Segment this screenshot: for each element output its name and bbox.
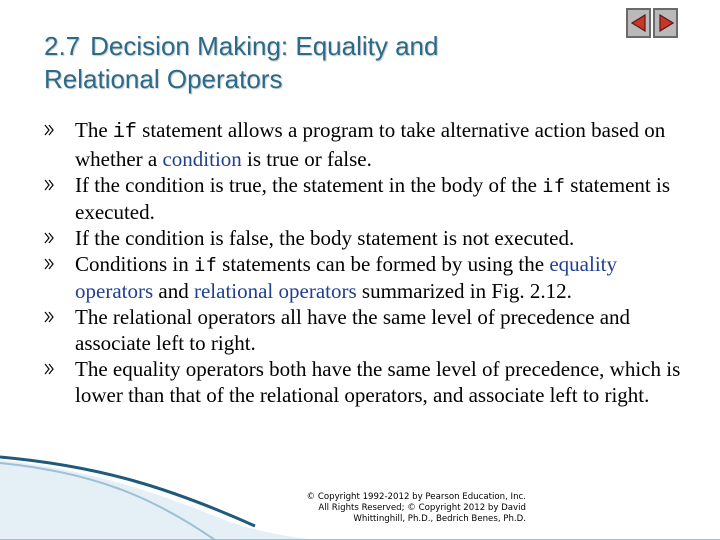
bullet-text: Conditions in	[75, 252, 195, 276]
bullet-item	[44, 172, 684, 225]
bullet-text: The relational operators all have the same level of precedence and associate left to right.	[75, 305, 631, 355]
bullet-arrow-icon	[44, 311, 54, 323]
bullet-text: and	[153, 279, 194, 303]
key-term-condition: condition	[162, 147, 242, 171]
right-triangle-icon	[658, 14, 674, 32]
bullet-text: If the condition is false, the body statement is not executed.	[75, 226, 575, 250]
slide-navigation	[626, 8, 678, 38]
bullet-item	[44, 304, 684, 356]
key-term-relational-operators: relational operators	[193, 279, 357, 303]
bullet-text: statement is executed.	[75, 173, 671, 224]
bullet-text: is true or false.	[241, 147, 372, 171]
key-term-equality-operators: equality operators	[75, 252, 617, 303]
bullet-item	[44, 356, 684, 408]
code-keyword-if: if	[542, 175, 566, 197]
next-slide-button[interactable]	[653, 8, 678, 38]
bullet-text: statements can be formed by using the	[216, 252, 550, 276]
bullet-arrow-icon	[44, 363, 54, 375]
decorative-swoosh	[0, 440, 720, 540]
bullet-arrow-icon	[44, 258, 54, 270]
copyright-line: Whittinghill, Ph.D., Bedrich Benes, Ph.D.	[353, 514, 526, 524]
bullet-text: The	[75, 118, 113, 142]
bullet-text: If the condition is true, the statement in the body of the	[75, 173, 543, 197]
bullet-text: The equality operators both have the same level of precedence, which is lower than that of the relational operators, and associate left to right.	[75, 357, 681, 407]
slide-title	[44, 30, 604, 96]
title-line-2: Relational Operators	[44, 64, 283, 94]
bullet-text: statement allows a program to take alternative action based on whether a	[75, 118, 666, 171]
bullet-item	[44, 225, 684, 251]
bullet-text: summarized in Fig. 2.12.	[356, 279, 572, 303]
bullet-arrow-icon	[44, 232, 54, 244]
copyright-line: © Copyright 1992-2012 by Pearson Education, Inc.	[306, 492, 526, 502]
bullet-arrow-icon	[44, 179, 54, 191]
title-line-1: Decision Making: Equality and	[90, 31, 439, 61]
section-number: 2.7	[44, 31, 81, 61]
code-keyword-if: if	[112, 121, 137, 144]
code-keyword-if: if	[194, 254, 217, 276]
previous-slide-button[interactable]	[626, 8, 651, 38]
bullet-list	[44, 117, 684, 408]
left-triangle-icon	[631, 14, 647, 32]
bullet-item	[44, 117, 684, 172]
bullet-arrow-icon	[44, 124, 54, 136]
bullet-item	[44, 251, 684, 304]
copyright-notice	[250, 492, 526, 525]
copyright-line: All Rights Reserved; © Copyright 2012 by David	[318, 503, 526, 513]
